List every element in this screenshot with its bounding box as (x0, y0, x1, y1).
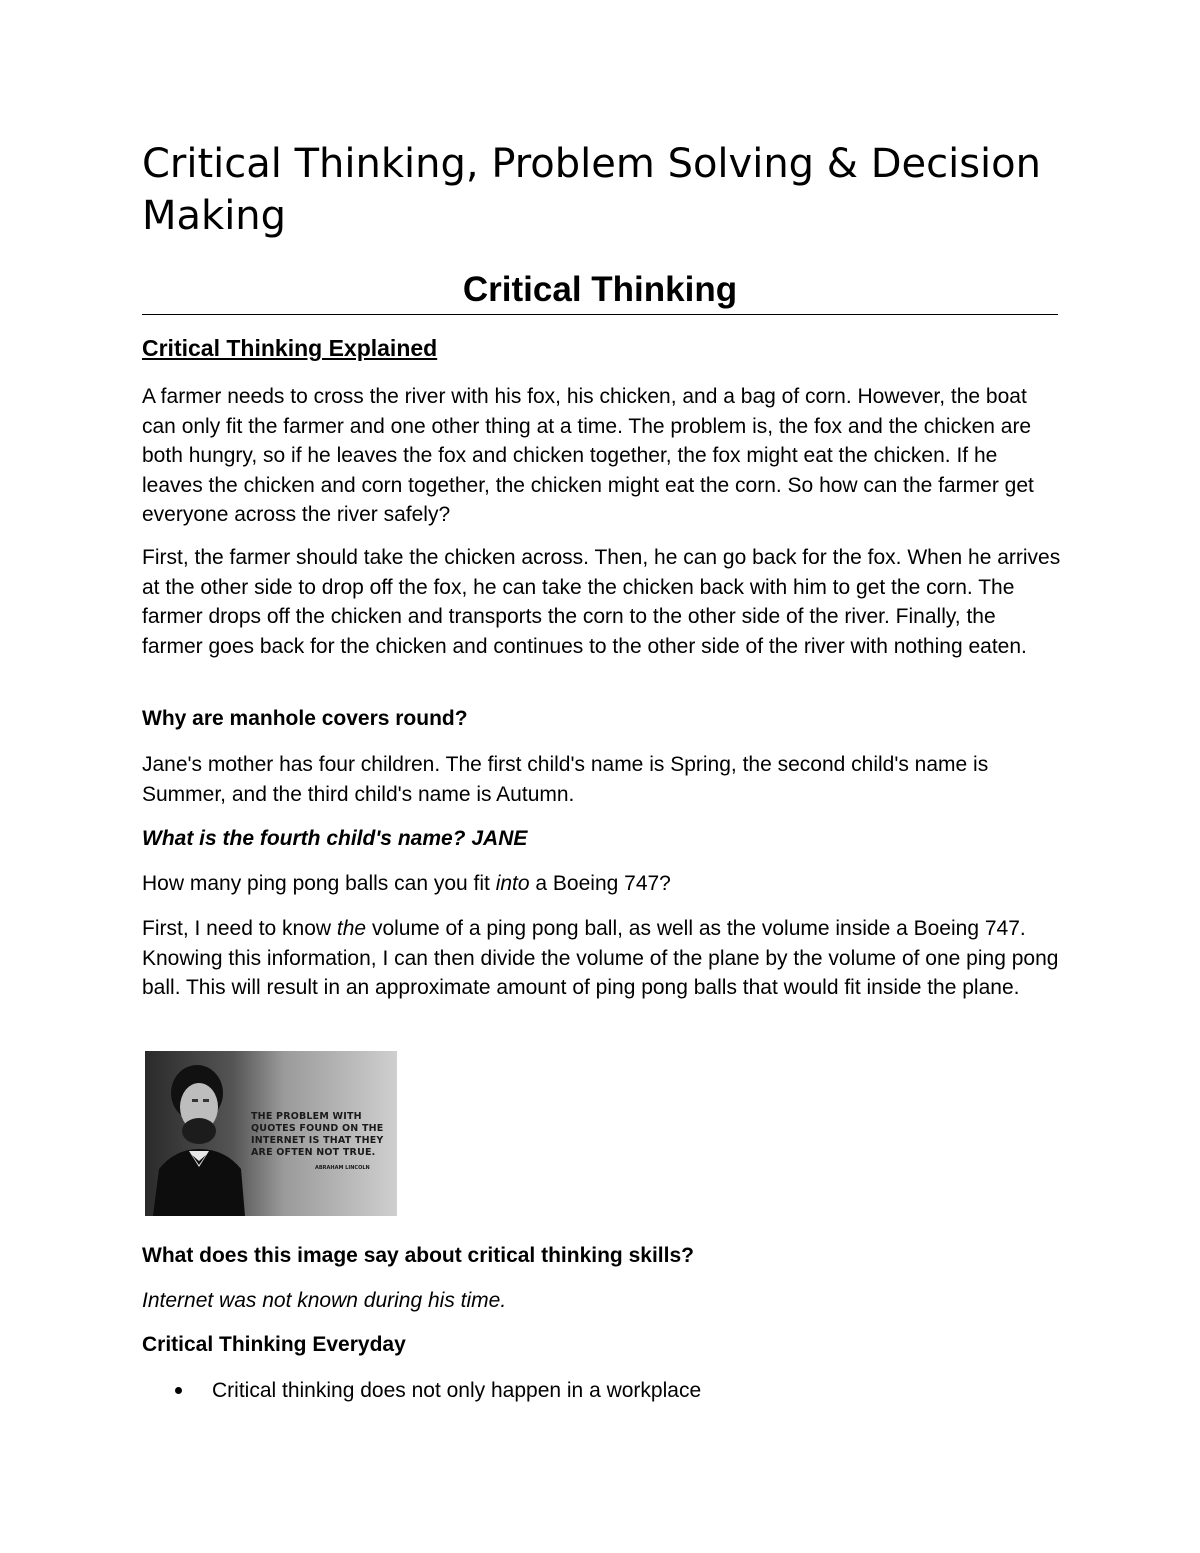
pingpong-question-italic: into (495, 872, 530, 895)
pingpong-answer-part2: volume of a ping pong ball, as well as the volume inside a Boeing 747. Knowing this information, I can then divide the volume of the plane by the volume of one ping pong ball. This will result in an approximate amount of ping pong balls that would fit inside the plane. (142, 917, 1059, 999)
bullet-dot-icon (175, 1387, 182, 1394)
paragraph-farmer-solution: First, the farmer should take the chicken across. Then, he can go back for the fox. When he arrives at the other side to drop off the fox, he can take the chicken back with him to get the corn. The farmer drops off the chicken and transports the corn to the other side of the river. Finally, the farmer goes back for the chicken and continues to the other side of the river with nothing eaten. (142, 546, 1061, 658)
bullet-list (142, 1376, 1062, 1406)
section-heading-critical-thinking: Critical Thinking (142, 268, 1058, 315)
subheading-critical-thinking-everyday: Critical Thinking Everyday (142, 1333, 406, 1356)
image-quote-text: THE PROBLEM WITH QUOTES FOUND ON THE INTERNET IS THAT THEY ARE OFTEN NOT TRUE. (251, 1111, 384, 1158)
bullet-text: Critical thinking does not only happen in a workplace (212, 1379, 702, 1402)
subheading-critical-thinking-explained (142, 334, 1062, 365)
paragraph-jane: Jane's mother has four children. The first child's name is Spring, the second child's name is Summer, and the third child's name is Autumn. (142, 753, 989, 806)
lincoln-quote-image (145, 1051, 397, 1216)
image-quote-author: ABRAHAM LINCOLN (315, 1165, 370, 1171)
question-fourth-child: What is the fourth child's name? JANE (142, 827, 528, 850)
answer-image: Internet was not known during his time. (142, 1289, 507, 1312)
pingpong-answer (142, 914, 1062, 1003)
question-image: What does this image say about critical thinking skills? (142, 1244, 694, 1267)
pingpong-question-part1: How many ping pong balls can you fit (142, 872, 496, 895)
document-title: Critical Thinking, Problem Solving & Decision Making (142, 141, 1041, 239)
pingpong-question (142, 869, 1062, 899)
subheading-explained-text: Critical Thinking Explained (142, 335, 438, 361)
pingpong-answer-part1: First, I need to know (142, 917, 337, 940)
pingpong-question-part2: a Boeing 747? (529, 872, 671, 895)
pingpong-answer-italic: the (336, 917, 367, 940)
paragraph-farmer-problem: A farmer needs to cross the river with his fox, his chicken, and a bag of corn. However, the boat can only fit the farmer and one other thing at a time. The problem is, the fox and the chicken are both hungry, so if he leaves the fox and chicken together, the fox might eat the chicken. If he leaves the chicken and corn together, the chicken might eat the corn. So how can the farmer get everyone across the river safely? (142, 385, 1034, 526)
list-item (142, 1376, 1062, 1406)
question-manhole: Why are manhole covers round? (142, 707, 468, 730)
